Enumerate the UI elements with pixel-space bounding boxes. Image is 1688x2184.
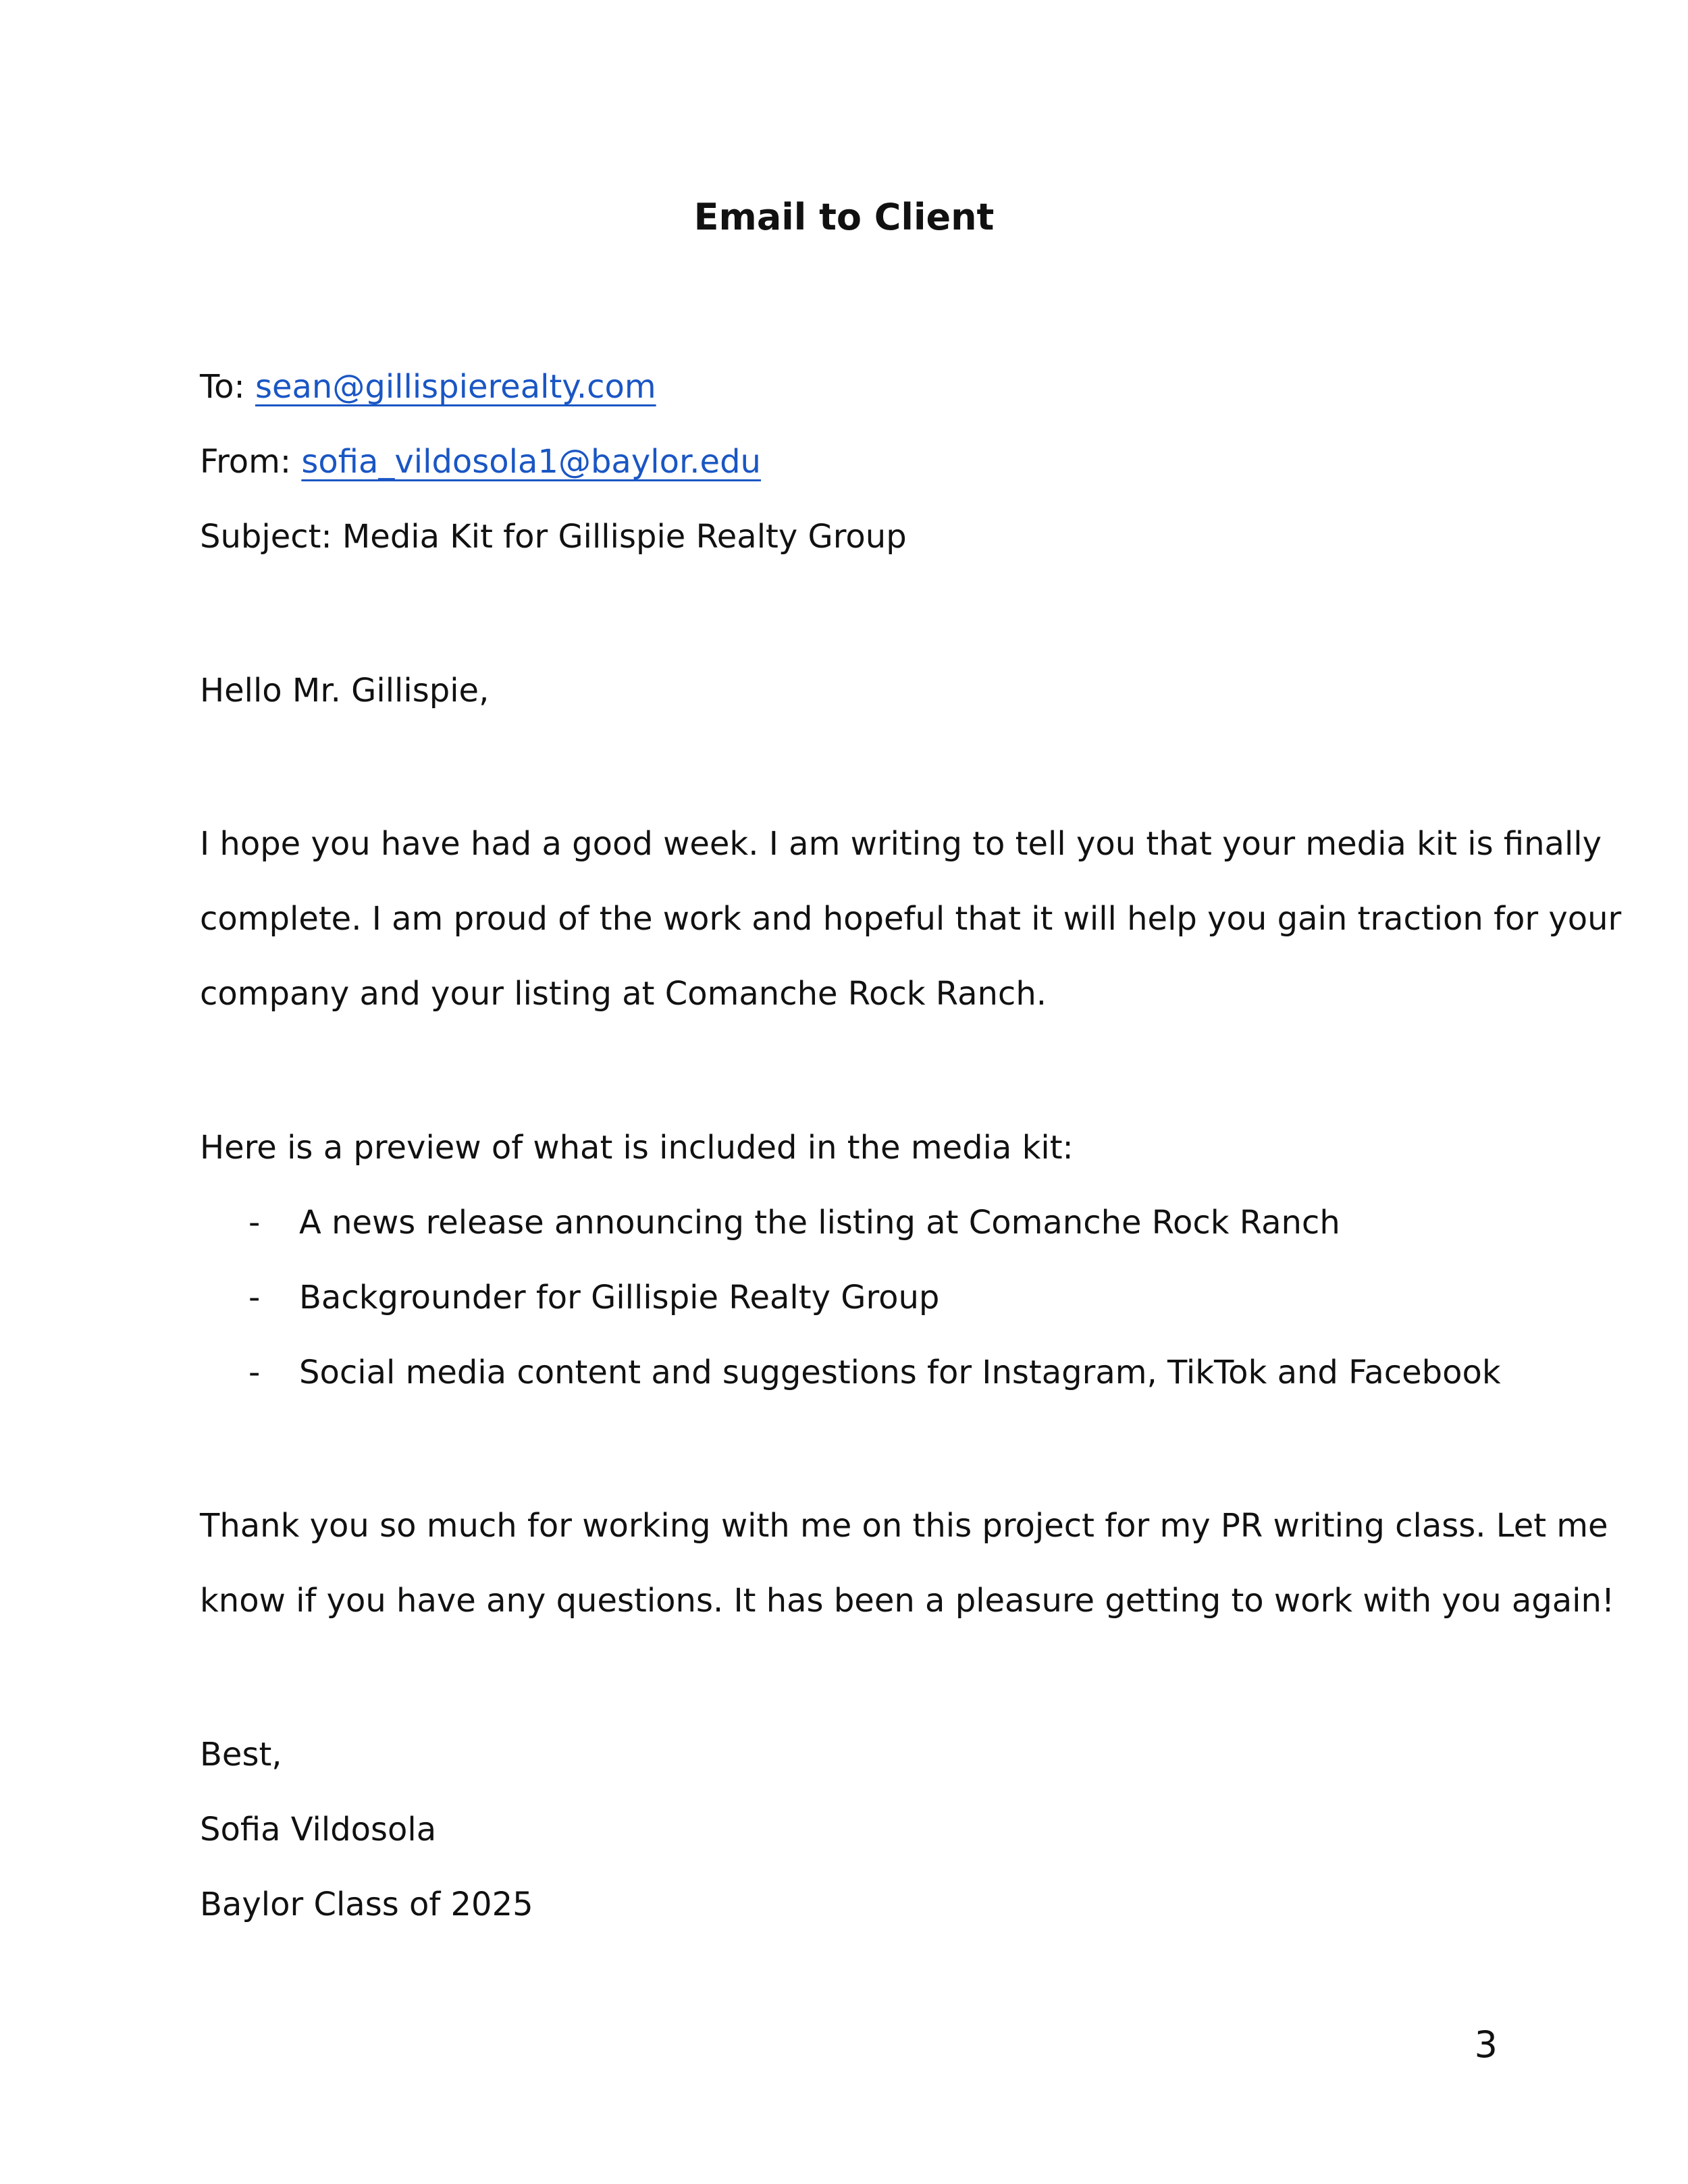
paragraph1-line: I hope you have had a good week. I am writing to tell you that your media kit is finally (200, 825, 1602, 863)
paragraph2-line: know if you have any questions. It has been a pleasure getting to work with you again! (200, 1582, 1615, 1620)
paragraph2-line: Thank you so much for working with me on this project for my PR writing class. Let me (200, 1507, 1608, 1545)
signature-title: Baylor Class of 2025 (200, 1886, 533, 1923)
list-item: Backgrounder for Gillispie Realty Group (299, 1279, 940, 1316)
to-email-link[interactable]: sean@gillispierealty.com (255, 368, 656, 406)
bullet-dash: - (248, 1279, 261, 1316)
greeting: Hello Mr. Gillispie, (200, 672, 490, 710)
paragraph1-line: complete. I am proud of the work and hopeful that it will help you gain traction for your (200, 900, 1622, 938)
bullet-dash: - (248, 1354, 261, 1391)
preview-intro: Here is a preview of what is included in the media kit: (200, 1129, 1074, 1167)
bullet-dash: - (248, 1204, 261, 1242)
closing: Best, (200, 1736, 282, 1774)
to-line (200, 367, 656, 407)
page-number: 3 (1474, 2023, 1498, 2066)
from-label: From: (200, 443, 302, 481)
subject-line: Subject: Media Kit for Gillispie Realty Group (200, 518, 907, 556)
to-label: To: (200, 368, 255, 406)
paragraph1-line: company and your listing at Comanche Rock Ranch. (200, 975, 1047, 1013)
list-item: A news release announcing the listing at Comanche Rock Ranch (299, 1204, 1340, 1242)
from-email-link[interactable]: sofia_vildosola1@baylor.edu (301, 443, 761, 481)
signature-name: Sofia Vildosola (200, 1811, 437, 1848)
document-title: Email to Client (693, 196, 995, 238)
list-item: Social media content and suggestions for Instagram, TikTok and Facebook (299, 1354, 1501, 1391)
from-line (200, 442, 761, 482)
